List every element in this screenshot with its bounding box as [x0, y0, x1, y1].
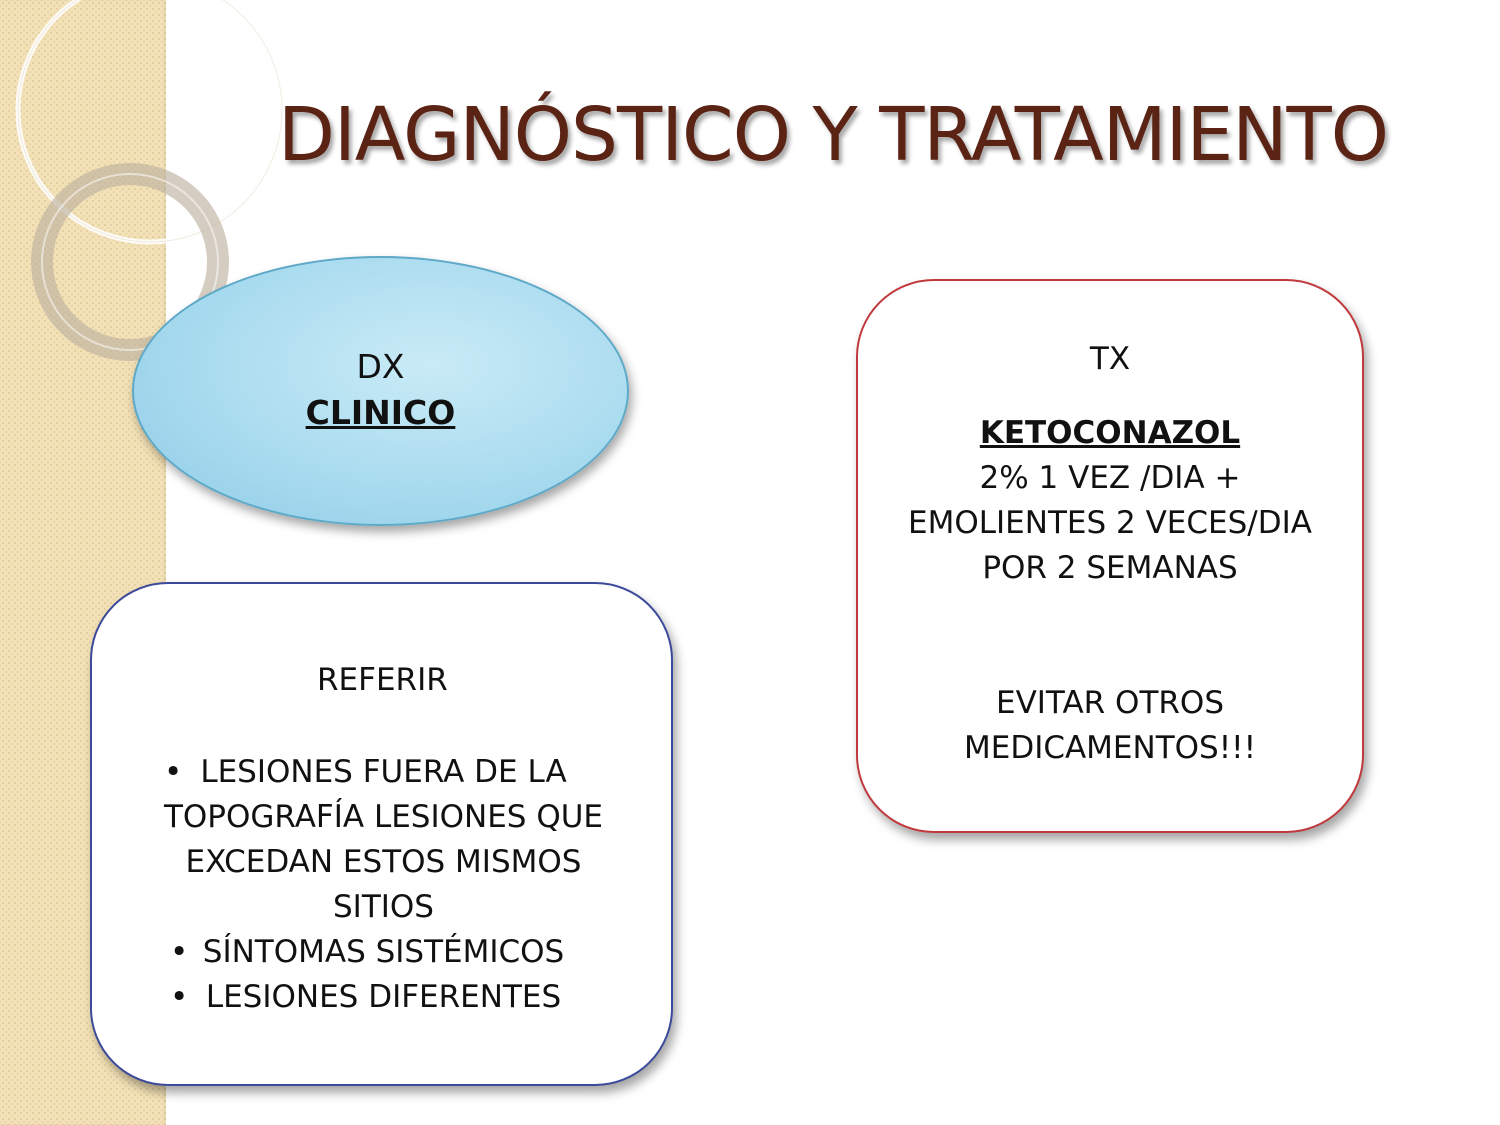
referral-item-text: SÍNTOMAS SISTÉMICOS: [202, 934, 565, 970]
diagnosis-value: CLINICO: [305, 393, 456, 432]
bullet-icon: •: [170, 979, 189, 1015]
treatment-drug: KETOCONAZOL: [979, 415, 1241, 451]
treatment-box: [856, 279, 1364, 833]
list-item: [152, 975, 615, 1020]
diagnosis-text: [134, 344, 627, 436]
bullet-icon: •: [164, 754, 183, 790]
referral-heading: REFERIR: [317, 662, 448, 698]
treatment-emollients: EMOLIENTES 2 VECES/DIA: [908, 505, 1312, 541]
treatment-label: TX: [1089, 341, 1131, 377]
treatment-duration: POR 2 SEMANAS: [982, 550, 1238, 586]
diagnosis-label: DX: [356, 347, 405, 386]
list-item: [152, 930, 615, 975]
referral-box: [90, 582, 673, 1086]
treatment-text: [858, 337, 1362, 771]
treatment-warning-line-2: MEDICAMENTOS!!!: [963, 730, 1257, 766]
slide-title: DIAGNÓSTICO Y TRATAMIENTO: [277, 92, 1389, 178]
treatment-dose: 2% 1 VEZ /DIA +: [979, 460, 1241, 496]
list-item: [152, 750, 615, 930]
diagnosis-ellipse: [132, 256, 629, 526]
referral-list: [152, 750, 615, 1020]
treatment-warning-line-1: EVITAR OTROS: [995, 685, 1225, 721]
referral-item-text: LESIONES DIFERENTES: [205, 979, 562, 1015]
referral-item-text: LESIONES FUERA DE LA TOPOGRAFÍA LESIONES QUE EXCEDAN ESTOS MISMOS SITIOS: [163, 754, 604, 925]
bullet-icon: •: [170, 934, 189, 970]
